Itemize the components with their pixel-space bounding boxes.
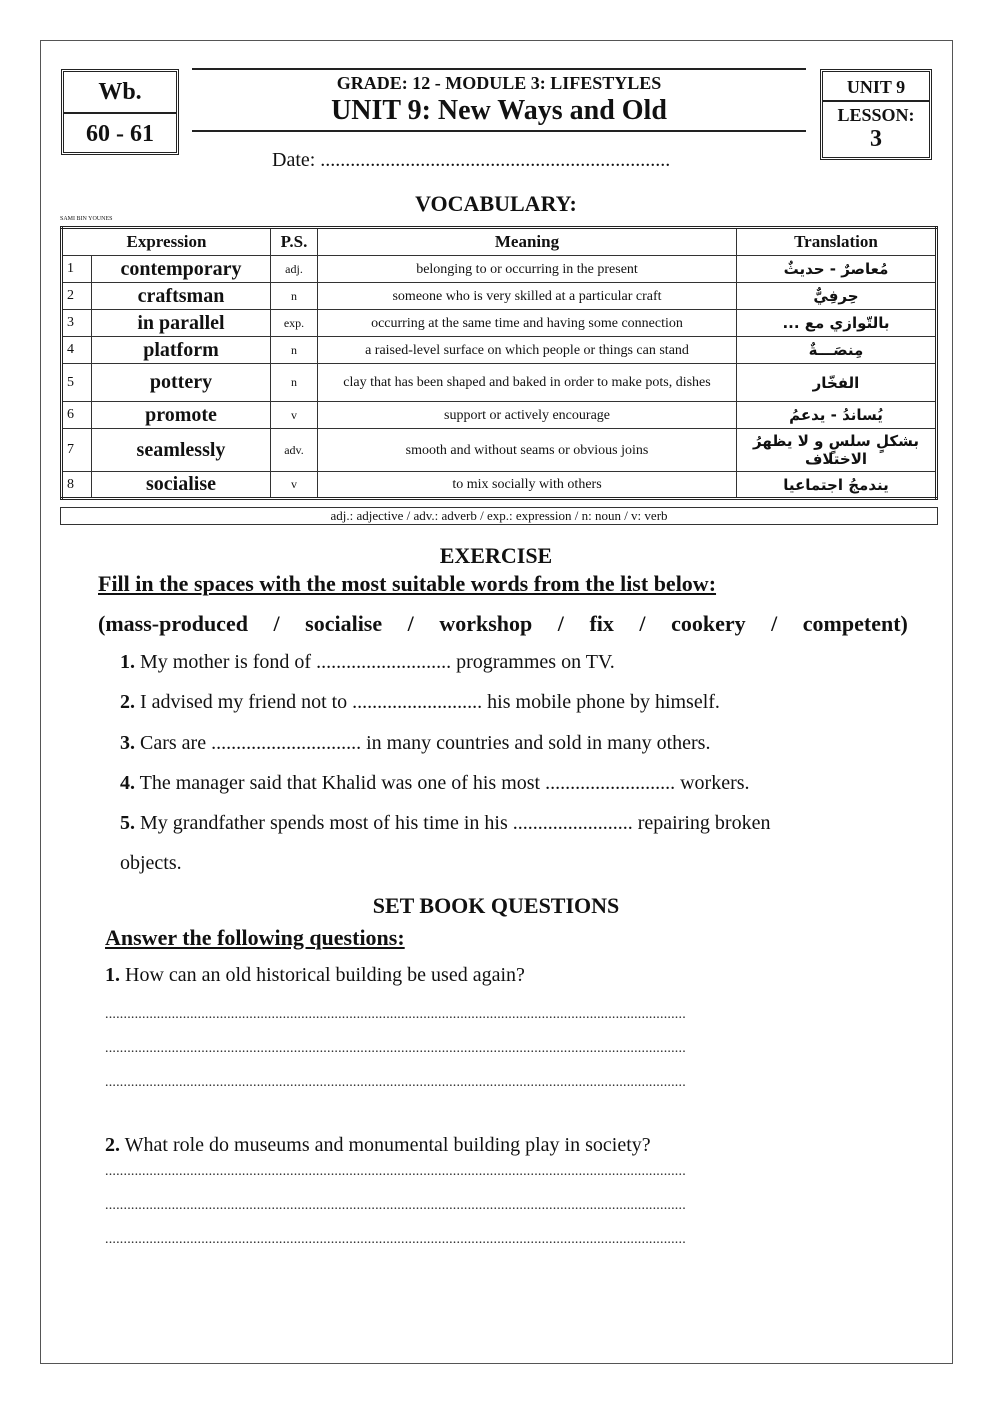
row-ps: v — [271, 402, 318, 429]
answer-line[interactable]: ............................................................................................................................................................. — [105, 1041, 686, 1056]
row-meaning: to mix socially with others — [318, 472, 737, 499]
word-list-separator: / — [273, 611, 280, 636]
row-number: 3 — [62, 310, 92, 337]
exercise-item: 5. My grandfather spends most of his time in his ........................ repairing broken — [120, 812, 771, 834]
col-translation: Translation — [737, 228, 937, 256]
row-translation: الفخّار — [737, 364, 937, 402]
row-meaning: belonging to or occurring in the present — [318, 256, 737, 283]
answer-line[interactable]: ............................................................................................................................................................. — [105, 1164, 686, 1179]
answer-line[interactable]: ............................................................................................................................................................. — [105, 1232, 686, 1247]
exercise-instruction: Fill in the spaces with the most suitable words from the list below: — [98, 571, 717, 596]
question-1: 1. How can an old historical building be used again? — [105, 964, 525, 986]
unit-title: UNIT 9: New Ways and Old — [331, 95, 667, 126]
table-row — [62, 310, 937, 337]
row-translation: يُساندُ - يدعمُ — [737, 402, 937, 429]
col-ps: P.S. — [271, 228, 318, 256]
title-top-rule — [192, 68, 806, 70]
row-number: 1 — [62, 256, 92, 283]
row-ps: v — [271, 472, 318, 499]
row-translation: بشكلٍ سلسٍ و لا يظهرُ الاختلاف — [737, 429, 937, 472]
row-expression: craftsman — [92, 283, 271, 310]
row-expression: pottery — [92, 364, 271, 402]
row-ps: adv. — [271, 429, 318, 472]
lesson-number: 3 — [870, 126, 882, 152]
row-number: 2 — [62, 283, 92, 310]
table-row — [62, 429, 937, 472]
row-meaning: support or actively encourage — [318, 402, 737, 429]
row-ps: exp. — [271, 310, 318, 337]
vocabulary-title: VOCABULARY: — [415, 191, 577, 216]
col-expression: Expression — [62, 228, 271, 256]
exercise-item: 1. My mother is fond of ........................... programmes on TV. — [120, 651, 615, 673]
setbook-title: SET BOOK QUESTIONS — [372, 893, 620, 918]
table-row — [62, 472, 937, 499]
word-list-item: workshop — [439, 611, 533, 636]
row-number: 7 — [62, 429, 92, 472]
wb-label: Wb. — [64, 72, 176, 114]
table-row — [62, 337, 937, 364]
answer-line[interactable]: ............................................................................................................................................................. — [105, 1007, 686, 1022]
author-tag: SAMI BIN YOUNES — [60, 216, 113, 222]
row-expression: platform — [92, 337, 271, 364]
row-expression: in parallel — [92, 310, 271, 337]
row-number: 8 — [62, 472, 92, 499]
setbook-instruction: Answer the following questions: — [105, 925, 405, 950]
row-expression: contemporary — [92, 256, 271, 283]
word-list-item: fix — [589, 611, 614, 636]
row-translation: مِنصَـــةٌ — [737, 337, 937, 364]
row-ps: n — [271, 364, 318, 402]
row-ps: n — [271, 337, 318, 364]
table-row — [62, 256, 937, 283]
row-meaning: occurring at the same time and having some connection — [318, 310, 737, 337]
table-row — [62, 402, 937, 429]
word-list-item: (mass-produced — [98, 611, 248, 636]
answer-line[interactable]: ............................................................................................................................................................. — [105, 1198, 686, 1213]
table-header-row — [62, 228, 937, 256]
exercise-item: 4. The manager said that Khalid was one of his most .......................... workers. — [120, 772, 750, 794]
grade-line: GRADE: 12 - MODULE 3: LIFESTYLES — [336, 73, 662, 93]
answer-line[interactable]: ............................................................................................................................................................. — [105, 1075, 686, 1090]
word-list-item: socialise — [305, 611, 383, 636]
word-list-separator: / — [407, 611, 414, 636]
exercise-item-continuation: objects. — [120, 852, 182, 874]
vocabulary-table — [60, 226, 938, 500]
col-meaning: Meaning — [318, 228, 737, 256]
row-number: 4 — [62, 337, 92, 364]
exercise-item: 2. I advised my friend not to .......................... his mobile phone by himself. — [120, 691, 720, 713]
abbreviation-legend: adj.: adjective / adv.: adverb / exp.: expression / n: noun / v: verb — [60, 507, 938, 525]
word-list-item: cookery — [671, 611, 746, 636]
workbook-box — [61, 69, 179, 155]
word-list-separator: / — [771, 611, 778, 636]
wb-pages: 60 - 61 — [86, 121, 154, 147]
exercise-item: 3. Cars are .............................. in many countries and sold in many others. — [120, 732, 711, 754]
row-translation: مُعاصرٌ - حديثٌ — [737, 256, 937, 283]
row-translation: حِرفِيٌّ — [737, 283, 937, 310]
row-meaning: a raised-level surface on which people or things can stand — [318, 337, 737, 364]
date-field: Date: ...................................................................... — [272, 149, 671, 171]
row-meaning: someone who is very skilled at a particular craft — [318, 283, 737, 310]
unit-lesson-box — [820, 69, 932, 160]
word-list — [98, 611, 908, 637]
row-number: 6 — [62, 402, 92, 429]
row-meaning: clay that has been shaped and baked in order to make pots, dishes — [318, 364, 737, 402]
row-meaning: smooth and without seams or obvious joins — [318, 429, 737, 472]
row-translation: بالتّوازي مع ... — [737, 310, 937, 337]
title-bottom-rule — [192, 130, 806, 132]
word-list-separator: / — [639, 611, 646, 636]
exercise-title: EXERCISE — [439, 543, 553, 568]
row-expression: socialise — [92, 472, 271, 499]
table-row — [62, 283, 937, 310]
lesson-label: LESSON: — [837, 105, 915, 125]
table-row — [62, 364, 937, 402]
row-ps: n — [271, 283, 318, 310]
question-2: 2. What role do museums and monumental building play in society? — [105, 1134, 651, 1156]
word-list-item: competent) — [802, 611, 908, 636]
row-translation: يندمجُ اجتماعيا — [737, 472, 937, 499]
unit-label: UNIT 9 — [823, 72, 929, 102]
word-list-separator: / — [557, 611, 564, 636]
row-expression: promote — [92, 402, 271, 429]
row-ps: adj. — [271, 256, 318, 283]
row-expression: seamlessly — [92, 429, 271, 472]
row-number: 5 — [62, 364, 92, 402]
